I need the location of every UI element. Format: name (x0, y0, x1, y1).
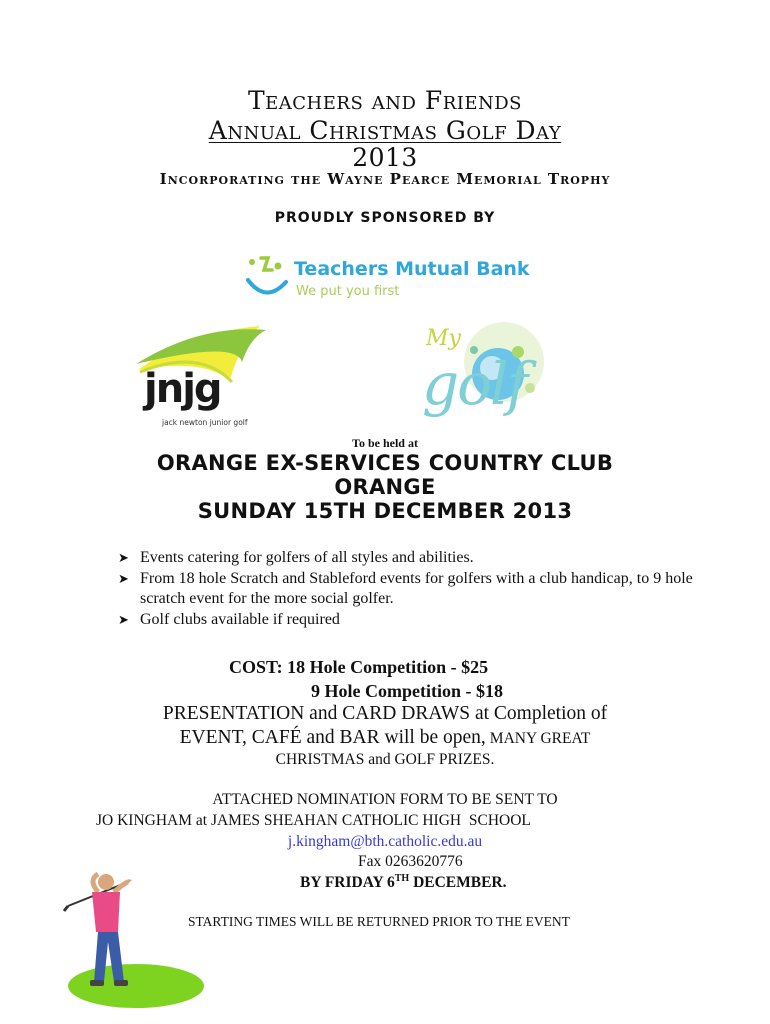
arrow-bullet-icon: ➤ (118, 611, 129, 627)
venue-town: ORANGE (334, 475, 436, 499)
event-date: SUNDAY 15TH DECEMBER 2013 (197, 499, 573, 523)
fax-number: Fax 0263620776 (358, 853, 463, 870)
contact-email-link[interactable]: j.kingham@bth.catholic.edu.au (287, 833, 483, 850)
mygolf-golf: golf (422, 350, 527, 418)
arrow-bullet-icon: ➤ (118, 550, 129, 565)
smiley-icon (244, 254, 294, 302)
arrow-bullet-icon: ➤ (118, 570, 129, 586)
venue-name: ORANGE EX-SERVICES COUNTRY CLUB (156, 451, 614, 475)
bank-tagline: We put you first (296, 284, 400, 299)
held-at-label: To be held at (352, 436, 418, 450)
title-line-1: Teachers and Friends (247, 86, 523, 115)
jnjg-logo (130, 322, 280, 442)
presentation-line-1: PRESENTATION and CARD DRAWS at Completion of (162, 703, 608, 724)
deadline: BY FRIDAY 6TH DECEMBER. (300, 873, 507, 892)
golfer-illustration (58, 866, 208, 1016)
cost-9-hole: 9 Hole Competition - $18 (311, 681, 503, 701)
list-item: ➤ Events catering for golfers of all styles and abilities. (118, 548, 738, 569)
event-features-list (118, 548, 738, 630)
title-line-3: 2013 (352, 143, 418, 172)
title-subtitle: Incorporating the Wayne Pearce Memorial Trophy (159, 170, 611, 188)
mygolf-my: My (426, 326, 461, 351)
mygolf-logo (418, 322, 574, 432)
nomination-line-1: ATTACHED NOMINATION FORM TO BE SENT TO (212, 791, 558, 808)
bank-name: Teachers Mutual Bank (294, 258, 530, 280)
jnjg-caption: jack newton junior golf (162, 418, 248, 427)
sponsor-heading: PROUDLY SPONSORED BY (274, 210, 496, 226)
nomination-line-2: JO KINGHAM at JAMES SHEAHAN CATHOLIC HIGH SCHOOL (96, 812, 531, 829)
list-item: ➤ From 18 hole Scratch and Stableford events for golfers with a club handicap, to 9 hole scratch event for the more social golfer. (118, 569, 738, 610)
list-item: ➤ Golf clubs available if required (118, 610, 738, 631)
presentation-line-3: CHRISTMAS and GOLF PRIZES. (275, 751, 495, 768)
cost-18-hole: COST: 18 Hole Competition - $25 (229, 657, 489, 677)
teachers-mutual-bank-logo (244, 254, 544, 306)
presentation-line-2: EVENT, CAFÉ and BAR will be open, MANY GREAT (179, 727, 591, 748)
title-line-2: Annual Christmas Golf Day (208, 116, 562, 145)
starting-times-note: STARTING TIMES WILL BE RETURNED PRIOR TO THE EVENT (188, 914, 570, 929)
jnjg-wordmark: jnjg (144, 366, 221, 412)
